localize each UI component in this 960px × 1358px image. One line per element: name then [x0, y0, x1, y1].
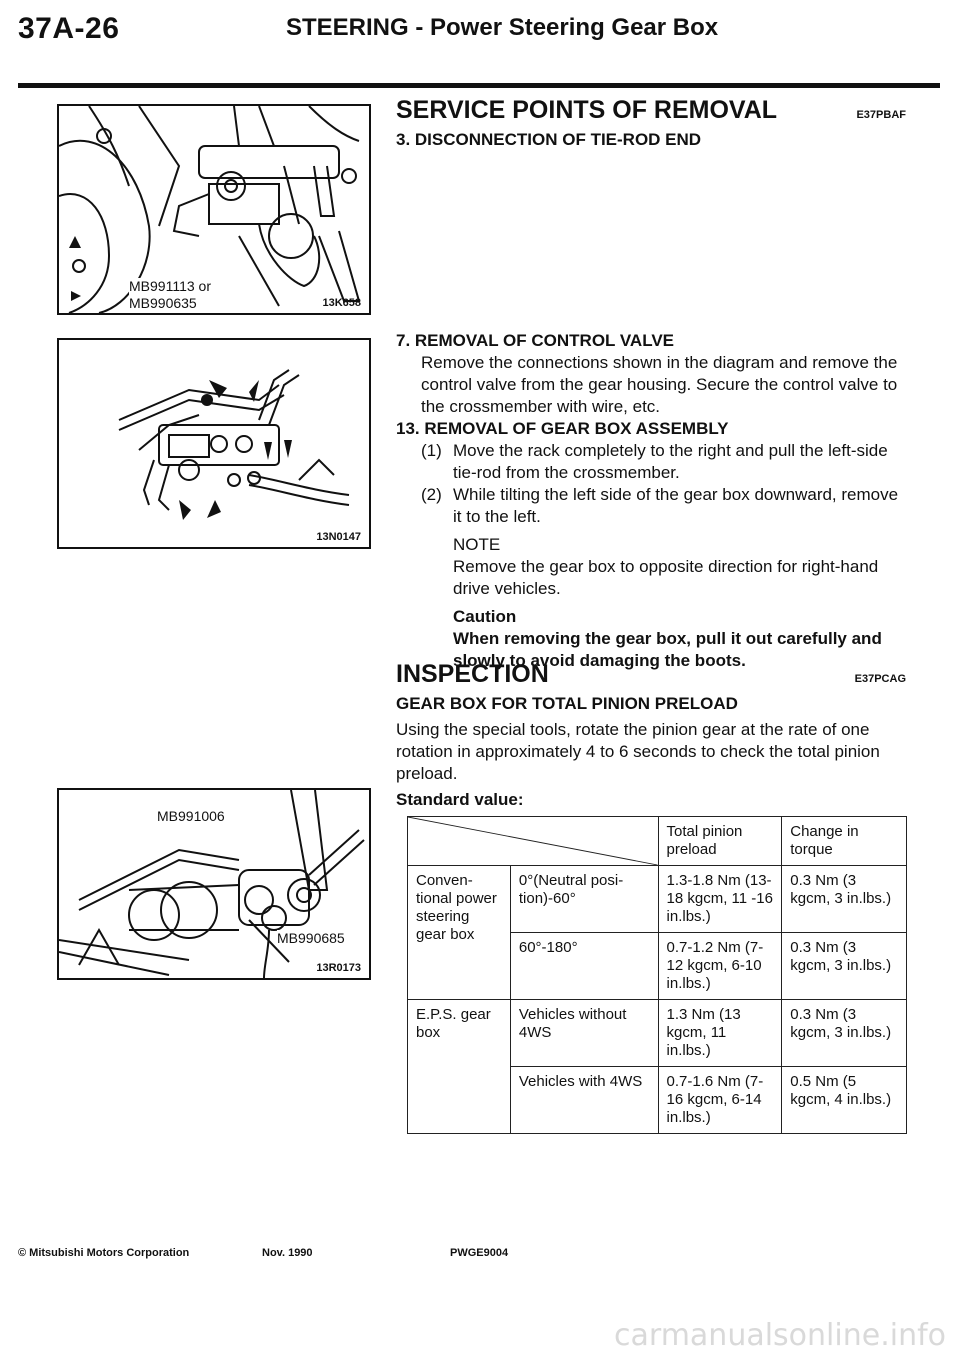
step-7-title: 7. REMOVAL OF CONTROL VALVE	[396, 331, 675, 350]
note-text: Remove the gear box to opposite direction for right-hand drive vehicles.	[453, 557, 879, 598]
figure-1-code: 13K658	[322, 297, 361, 309]
condition-cell: 0°(Neutral posi- tion)-60°	[510, 866, 658, 933]
watermark: carmanualsonline.info	[614, 1318, 946, 1353]
change-cell: 0.3 Nm (3 kgcm, 3 in.lbs.)	[782, 866, 907, 933]
standard-value-label: Standard value:	[396, 790, 524, 809]
header-change-torque: Change in torque	[782, 817, 907, 866]
figure-1-label-line-2: MB990635	[129, 295, 197, 311]
caution-text: When removing the gear box, pull it out carefully and slowly to avoid damaging the boots.	[453, 629, 882, 670]
removal-steps	[396, 330, 906, 672]
caution-label: Caution	[453, 607, 517, 626]
sub-2-text: While tilting the left side of the gear box downward, remove it to the left.	[453, 485, 899, 526]
step-13-sub-1	[421, 440, 906, 484]
inspection-heading: INSPECTION	[396, 660, 549, 688]
condition-cell: 60°-180°	[510, 933, 658, 1000]
figure-3-label-top: MB991006	[157, 808, 225, 824]
inspection-subheading: GEAR BOX FOR TOTAL PINION PRELOAD	[396, 694, 738, 713]
change-cell: 0.3 Nm (3 kgcm, 3 in.lbs.)	[782, 933, 907, 1000]
figure-1-label-line-1: MB991113 or	[129, 278, 211, 294]
page-number: 37A-26	[18, 12, 120, 45]
figure-tie-rod-puller	[57, 104, 371, 315]
standard-value-table-wrap	[407, 816, 907, 1134]
condition-cell: Vehicles with 4WS	[510, 1067, 658, 1134]
table-corner-cell	[408, 817, 659, 866]
corner-diagonal	[408, 817, 658, 865]
standard-value-table	[407, 816, 907, 1134]
figure-2-code: 13N0147	[316, 531, 361, 543]
group-name-cell: Conven- tional power steering gear box	[408, 866, 511, 1000]
inspection-section	[396, 660, 906, 811]
change-cell: 0.5 Nm (5 kgcm, 4 in.lbs.)	[782, 1067, 907, 1134]
page-title: STEERING - Power Steering Gear Box	[286, 14, 719, 41]
condition-cell: Vehicles without 4WS	[510, 1000, 658, 1067]
figure-1-tool-label	[129, 278, 211, 312]
step-3-title: 3. DISCONNECTION OF TIE-ROD END	[396, 130, 702, 149]
step-7-text: Remove the connections shown in the diagram and remove the control valve from the gear housing. Secure the control valve to the crossmember with wire, etc.	[421, 353, 898, 416]
step-13-title: 13. REMOVAL OF GEAR BOX ASSEMBLY	[396, 419, 729, 438]
table-header-row	[408, 817, 907, 866]
removal-heading: SERVICE POINTS OF REMOVAL	[396, 96, 778, 124]
inspection-code: E37PCAG	[854, 673, 906, 685]
preload-cell: 1.3 Nm (13 kgcm, 11 in.lbs.)	[658, 1000, 782, 1067]
sub-1-text: Move the rack completely to the right and pull the left-side tie-rod from the crossmember.	[453, 441, 888, 482]
change-cell: 0.3 Nm (3 kgcm, 3 in.lbs.)	[782, 1000, 907, 1067]
figure-3-label-bottom: MB990685	[277, 930, 345, 946]
figure-3-code: 13R0173	[316, 962, 361, 974]
footer-code: PWGE9004	[450, 1247, 509, 1259]
tie-rod-illustration	[59, 106, 369, 313]
inspection-text: Using the special tools, rotate the pinion gear at the rate of one rotation in approximately 4 to 6 seconds to check the total pinion preload.	[396, 720, 880, 783]
step-13-sub-2	[421, 484, 906, 528]
figure-preload-check	[57, 788, 371, 980]
figure-control-valve	[57, 338, 371, 549]
removal-code: E37PBAF	[856, 109, 906, 121]
preload-cell: 0.7-1.6 Nm (7-16 kgcm, 6-14 in.lbs.)	[658, 1067, 782, 1134]
control-valve-illustration	[59, 340, 369, 547]
removal-section	[396, 96, 906, 151]
group-name-cell: E.P.S. gear box	[408, 1000, 511, 1134]
sub-1-number: (1)	[421, 441, 442, 460]
preload-cell: 0.7-1.2 Nm (7-12 kgcm, 6-10 in.lbs.)	[658, 933, 782, 1000]
header-rule	[18, 83, 940, 88]
preload-cell: 1.3-1.8 Nm (13-18 kgcm, 11 -16 in.lbs.)	[658, 866, 782, 933]
note-label: NOTE	[453, 535, 501, 554]
header-total-preload: Total pinion preload	[658, 817, 782, 866]
sub-2-number: (2)	[421, 485, 442, 504]
footer-date: Nov. 1990	[262, 1247, 313, 1259]
table-row	[408, 1000, 907, 1067]
footer-copyright: © Mitsubishi Motors Corporation	[18, 1247, 190, 1259]
table-row	[408, 866, 907, 933]
